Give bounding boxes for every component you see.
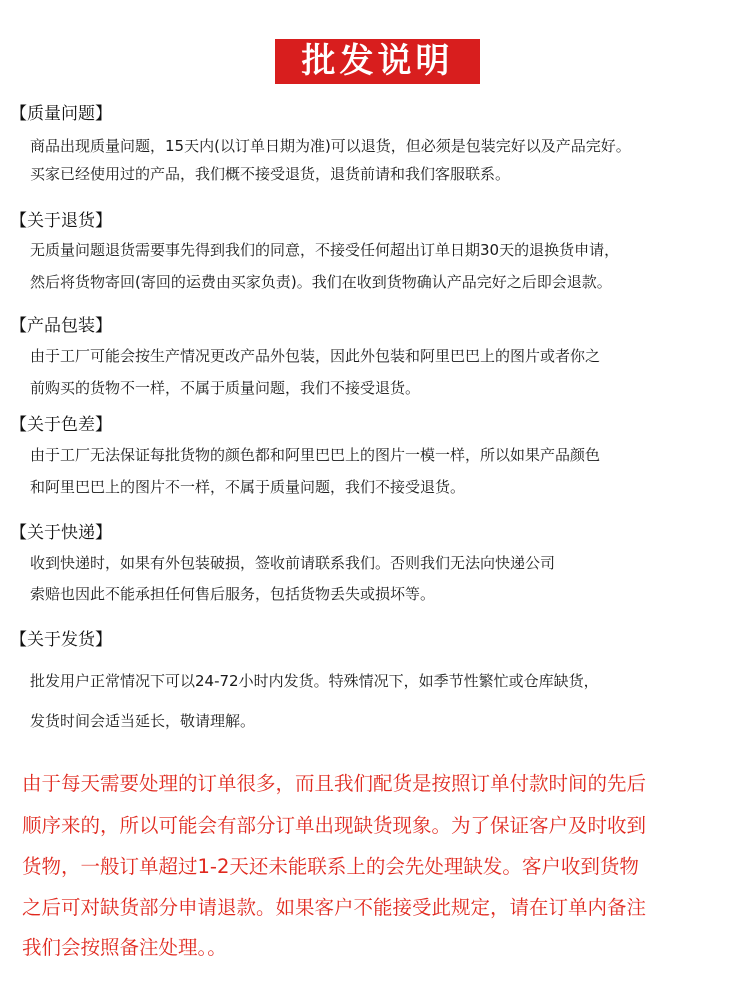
notice-line: 货物，一般订单超过1-2天还未能联系上的会先处理缺发。客户收到货物 [22, 855, 639, 878]
section-line: 由于工厂可能会按生产情况更改产品外包装，因此外包装和阿里巴巴上的图片或者你之 [30, 347, 601, 365]
section-heading-packaging: 【产品包装】 [10, 316, 112, 336]
section-heading-delivery: 【关于快递】 [10, 523, 112, 543]
section-line: 商品出现质量问题，15天内(以订单日期为准)可以退货，但必须是包装完好以及产品完好。 [30, 137, 631, 155]
section-heading-quality: 【质量问题】 [10, 104, 112, 124]
notice-line: 由于每天需要处理的订单很多，而且我们配货是按照订单付款时间的先后 [22, 772, 647, 795]
section-heading-color: 【关于色差】 [10, 415, 112, 435]
section-line: 前购买的货物不一样，不属于质量问题，我们不接受退货。 [30, 379, 421, 397]
section-heading-returns: 【关于退货】 [10, 211, 112, 231]
section-heading-shipping: 【关于发货】 [10, 630, 112, 650]
section-line: 收到快递时，如果有外包装破损，签收前请联系我们。否则我们无法向快递公司 [30, 554, 556, 572]
notice-line: 之后可对缺货部分申请退款。如果客户不能接受此规定，请在订单内备注 [22, 896, 647, 919]
section-line: 买家已经使用过的产品，我们概不接受退货，退货前请和我们客服联系。 [30, 165, 511, 183]
notice-line: 顺序来的，所以可能会有部分订单出现缺货现象。为了保证客户及时收到 [22, 814, 647, 837]
section-line: 索赔也因此不能承担任何售后服务，包括货物丢失或损坏等。 [30, 585, 436, 603]
notice-line: 我们会按照备注处理。。 [22, 936, 227, 959]
section-line: 批发用户正常情况下可以24-72小时内发货。特殊情况下，如季节性繁忙或仓库缺货， [30, 672, 599, 690]
section-line: 和阿里巴巴上的图片不一样，不属于质量问题，我们不接受退货。 [30, 478, 466, 496]
section-line: 发货时间会适当延长，敬请理解。 [30, 712, 256, 730]
section-line: 无质量问题退货需要事先得到我们的同意，不接受任何超出订单日期30天的退换货申请， [30, 241, 620, 259]
section-line: 然后将货物寄回(寄回的运费由买家负责)。我们在收到货物确认产品完好之后即会退款。 [30, 273, 612, 291]
section-line: 由于工厂无法保证每批货物的颜色都和阿里巴巴上的图片一模一样，所以如果产品颜色 [30, 446, 601, 464]
page-title: 批发说明 [275, 39, 480, 84]
